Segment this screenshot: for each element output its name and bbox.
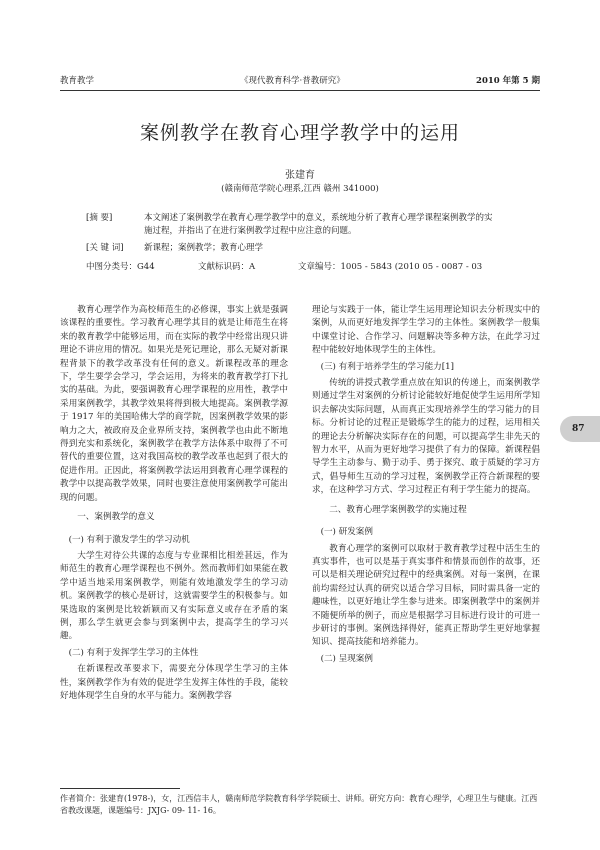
subsection-heading-1-1: (一) 有利于激发学生的学习动机 [68, 534, 190, 545]
paragraph-1-3: 传统的讲授式教学重点放在知识的传递上，而案例教学则通过学生对案例的分析讨论能较好地促使学生运用所学知识去解决实际问题，从而真正实现培养学生的学习能力的目标。分析讨论的过程正是锻炼学生的能力的过程，运用相关的理论去分析解决实际存在的问题，可以提高学生非先天的智力水平，从而为更好地学习提供了有力的保障。新课程倡导学生主动参与、勤于动手、勇于探究、敢于质疑的学习方式，倡导师生互动的学习过程，案例教学正符合新课程的要求，在这种学习方式、学习过程正有利于学生能力的提高。 [312, 378, 540, 496]
paper-title: 案例教学在教育心理学教学中的运用 [139, 122, 460, 144]
paragraph-1-2-continued: 理论与实践于一体，能让学生运用理论知识去分析现实中的案例，从而更好地发挥学生学习的主体性。案例教学一般集中课堂讨论、合作学习、问题解决等多种方法，在此学习过程中能较好地体现学生的主体性。 [312, 305, 540, 356]
footnote-rule [60, 788, 180, 789]
affiliation: (赣南师范学院心理系,江西 赣州 341000) [221, 184, 379, 194]
header-rule [60, 90, 540, 91]
header-section: 教育教学 [60, 76, 95, 86]
footnote [60, 788, 540, 817]
clc-number: 中图分类号：G44 [86, 262, 155, 272]
subsection-heading-1-2: (二) 有利于发挥学生学习的主体性 [68, 647, 199, 658]
section-heading-1: 一、案例教学的意义 [77, 512, 155, 523]
author: 张建育 [285, 170, 315, 181]
intro-paragraph: 教育心理学作为高校师范生的必修课，事实上就是强调该课程的重要性。学习教育心理学其目的就是让师范生在将来的教育教学中能够运用，而在实际的教学中经常出现只讲理论不讲应用的情况。如果光是死记理论，那么无疑对新课程背景下的教学改革没有任何的意义。新课程改革的理念下，学生要学会学习，学会运用，为将来的教育教学打下扎实的基础。为此，要强调教育心理学课程的应用性，教学中采用案例教学，其教学效果将得到极大地提高。案例教学源于 1917 年的美国哈佛大学的商学院，因案例教学效果的影响力之大，被政府及企业界所支持，案例教学也由此不断地得到充实和系统化，案例教学在教学方法体系中取得了不可替代的重要位置，这对我国高校的教学改革也起到了很大的促进作用。正因此，将案例教学法运用到教育心理学课程的教学中以提高教学效果，同时也要注意使用案例教学可能出现的问题。 [60, 305, 288, 503]
paragraph-1-1: 大学生对待公共课的态度与专业课相比相差甚远，作为师范生的教育心理学课程也不例外。然而教师们如果能在教学中适当地采用案例教学，则能有效地激发学生的学习动机。案例教学的核心是研讨，这就需要学生的积极参与。如果选取的案例是比较新颖而又有实际意义或存在矛盾的案例，那么学生就更会参与到案例中去，提高学生的学习兴趣。 [60, 550, 288, 642]
header-journal: 《现代教育科学·普教研究》 [240, 76, 345, 86]
header-issue: 2010 年第 5 期 [476, 76, 540, 86]
footnote-text: 作者简介：张建育(1978-)，女，江西信丰人，赣南师范学院教育科学学院硕士、讲师。研究方向：教育心理学，心理卫生与健康。江西省教改课题，课题编号：JXJG- 09- 11- 16。 [60, 794, 538, 815]
abstract-label: [摘 要] [86, 213, 113, 223]
subsection-heading-2-1: (一) 研发案例 [320, 527, 373, 538]
keywords-text: 新课程；案例教学；教育心理学 [144, 243, 264, 253]
left-column [60, 304, 288, 703]
paragraph-2-1: 教育心理学的案例可以取材于教育教学过程中活生生的真实事件，也可以是基于真实事件和情景而创作的故事，还可以是相关理论研究过程中的经典案例。对每一案例，在课前均需经过认真的研究以适合学习目标，同时需具备一定的趣味性，以更好地让学生参与进来。即案例教学中的案例并不随便所举的例子，而应是根据学习目标进行设计的可进一步研讨的事例。案例选择得好，能真正帮助学生更好地掌握知识、提高技能和培养能力。 [312, 543, 540, 648]
section-heading-2: 二、教育心理学案例教学的实施过程 [329, 504, 467, 515]
abstract-block [86, 212, 500, 238]
subsection-heading-1-3: (三) 有利于培养学生的学习能力[1] [320, 361, 454, 372]
page-number-tab: 87 [560, 416, 600, 442]
right-column [312, 304, 540, 669]
running-header [60, 74, 540, 88]
abstract-text: 本文阐述了案例教学在教育心理学教学中的意义，系统地分析了教育心理学课程案例教学的实施过程，并指出了在进行案例教学过程中应注意的问题。 [144, 213, 493, 236]
document-code: 文献标识码：A [198, 262, 256, 272]
article-number: 文章编号：1005 - 5843 (2010 05 - 0087 - 03 [298, 262, 483, 272]
classification-line [86, 261, 500, 274]
keywords-label: [关 键 词] [86, 243, 124, 253]
paragraph-1-2: 在新课程改革要求下，需要充分体现学生学习的主体性，案例教学作为有效的促进学生发挥主体性的手段，能较好地体现学生自身的水平与能力。案例教学容 [60, 664, 288, 701]
keywords-block [86, 242, 500, 255]
subsection-heading-2-2: (二) 呈现案例 [320, 653, 373, 664]
